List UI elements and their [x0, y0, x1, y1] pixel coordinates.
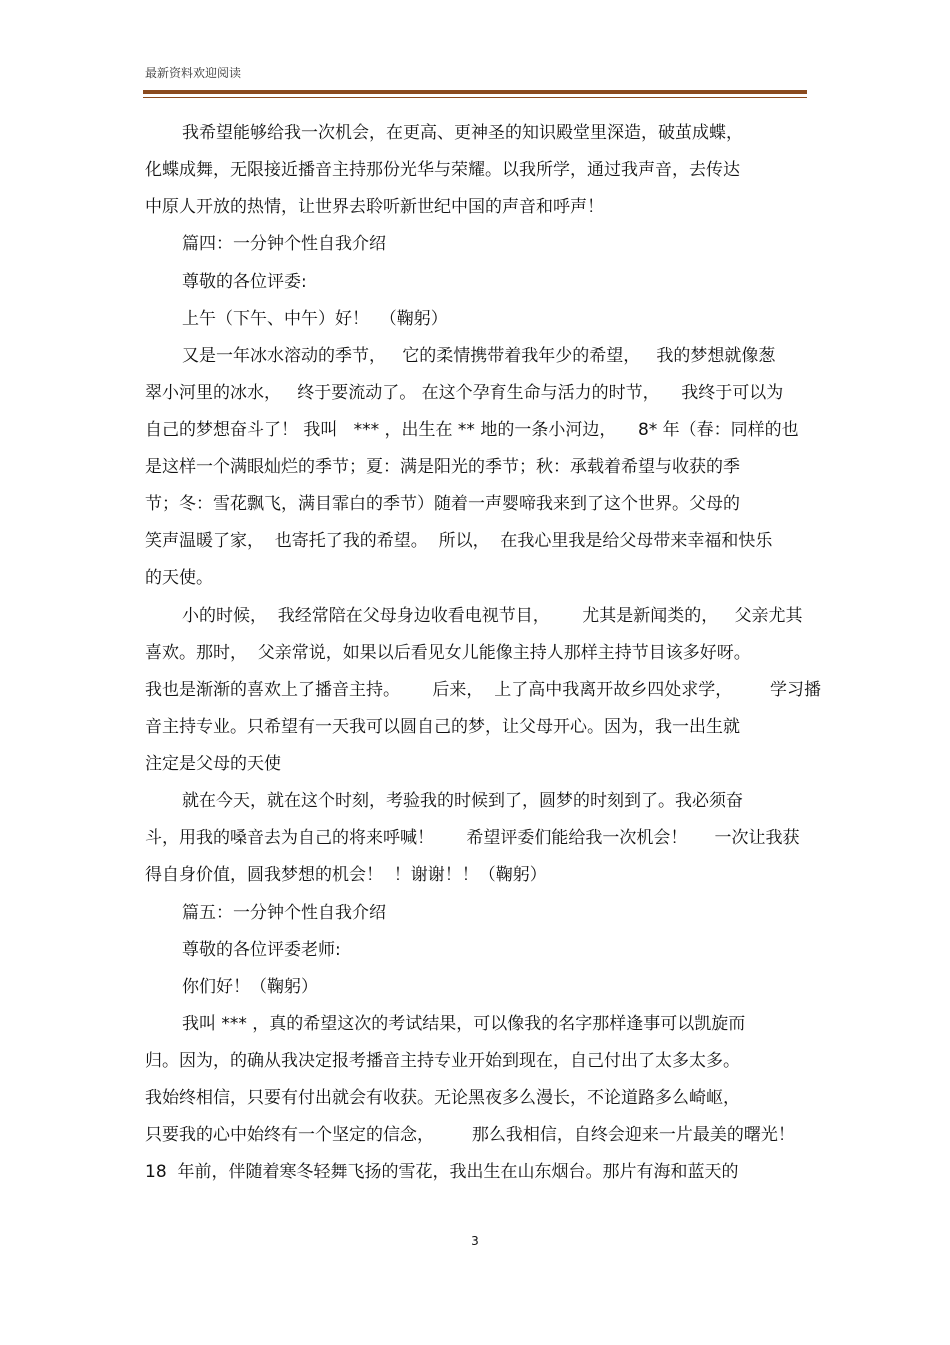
page-number: 3	[471, 1234, 479, 1248]
text-line: 上午（下午、中午）好！ （鞠躬）	[182, 309, 448, 329]
text-line: 我也是渐渐的喜欢上了播音主持。 后来， 上了高中我离开故乡四处求学， 学习播	[145, 680, 822, 700]
text-line: 只要我的心中始终有一个坚定的信念， 那么我相信，自终会迎来一片最美的曙光！	[145, 1125, 795, 1145]
text-line: 尊敬的各位评委:	[182, 272, 307, 292]
text-line: 中原人开放的热情，让世界去聆听新世纪中国的声音和呼声！	[145, 197, 604, 217]
text-line: 就在今天，就在这个时刻，考验我的时候到了，圆梦的时刻到了。我必须奋	[182, 791, 743, 811]
text-line: 音主持专业。只希望有一天我可以圆自己的梦，让父母开心。因为，我一出生就	[145, 717, 740, 737]
text-line: 喜欢。那时， 父亲常说，如果以后看见女儿能像主持人那样主持节目该多好呀。	[145, 643, 751, 663]
page-header: 最新资料欢迎阅读	[145, 66, 242, 80]
text-line: 斗，用我的嗓音去为自己的将来呼喊！ 希望评委们能给我一次机会！ 一次让我获	[145, 828, 800, 848]
section-heading: 篇五：一分钟个性自我介绍	[182, 903, 386, 923]
text-line: 节；冬：雪花飘飞，满目霏白的季节）随着一声婴啼我来到了这个世界。父母的	[145, 494, 740, 514]
section-heading: 篇四：一分钟个性自我介绍	[182, 234, 386, 254]
text-line: 尊敬的各位评委老师:	[182, 940, 341, 960]
text-line: 笑声温暖了家， 也寄托了我的希望。 所以， 在我心里我是给父母带来幸福和快乐	[145, 531, 773, 551]
text-line: 是这样一个满眼灿烂的季节；夏：满是阳光的季节；秋：承载着希望与收获的季	[145, 457, 740, 477]
text-line: 的天使。	[145, 568, 213, 588]
text-line: 我始终相信，只要有付出就会有收获。无论黑夜多么漫长，不论道路多么崎岖，	[145, 1088, 740, 1108]
text-line: 得自身价值，圆我梦想的机会！ ！谢谢！！（鞠躬）	[145, 865, 547, 885]
text-line: 小的时候， 我经常陪在父母身边收看电视节目， 尤其是新闻类的， 父亲尤其	[182, 606, 803, 626]
text-line: 我希望能够给我一次机会，在更高、更神圣的知识殿堂里深造，破茧成蝶，	[182, 123, 743, 143]
text-line: 自己的梦想奋斗了！ 我叫 *** ，出生在 ** 地的一条小河边， 8* 年（春：同样的也	[145, 420, 799, 440]
header-divider-thin	[143, 97, 807, 98]
text-line: 我叫 *** ，真的希望这次的考试结果，可以像我的名字那样逢事可以凯旋而	[182, 1014, 746, 1034]
text-line: 你们好！（鞠躬）	[182, 977, 318, 997]
text-line: 归。因为，的确从我决定报考播音主持专业开始到现在，自己付出了太多太多。	[145, 1051, 740, 1071]
text-line: 18 年前，伴随着寒冬轻舞飞扬的雪花，我出生在山东烟台。那片有海和蓝天的	[145, 1162, 739, 1182]
text-line: 化蝶成舞，无限接近播音主持那份光华与荣耀。以我所学，通过我声音，去传达	[145, 160, 740, 180]
header-divider	[143, 90, 807, 94]
text-line: 翠小河里的冰水， 终于要流动了。 在这个孕育生命与活力的时节， 我终于可以为	[145, 383, 784, 403]
text-line: 又是一年冰水溶动的季节， 它的柔情携带着我年少的希望， 我的梦想就像葱	[182, 346, 776, 366]
text-line: 注定是父母的天使	[145, 754, 281, 774]
